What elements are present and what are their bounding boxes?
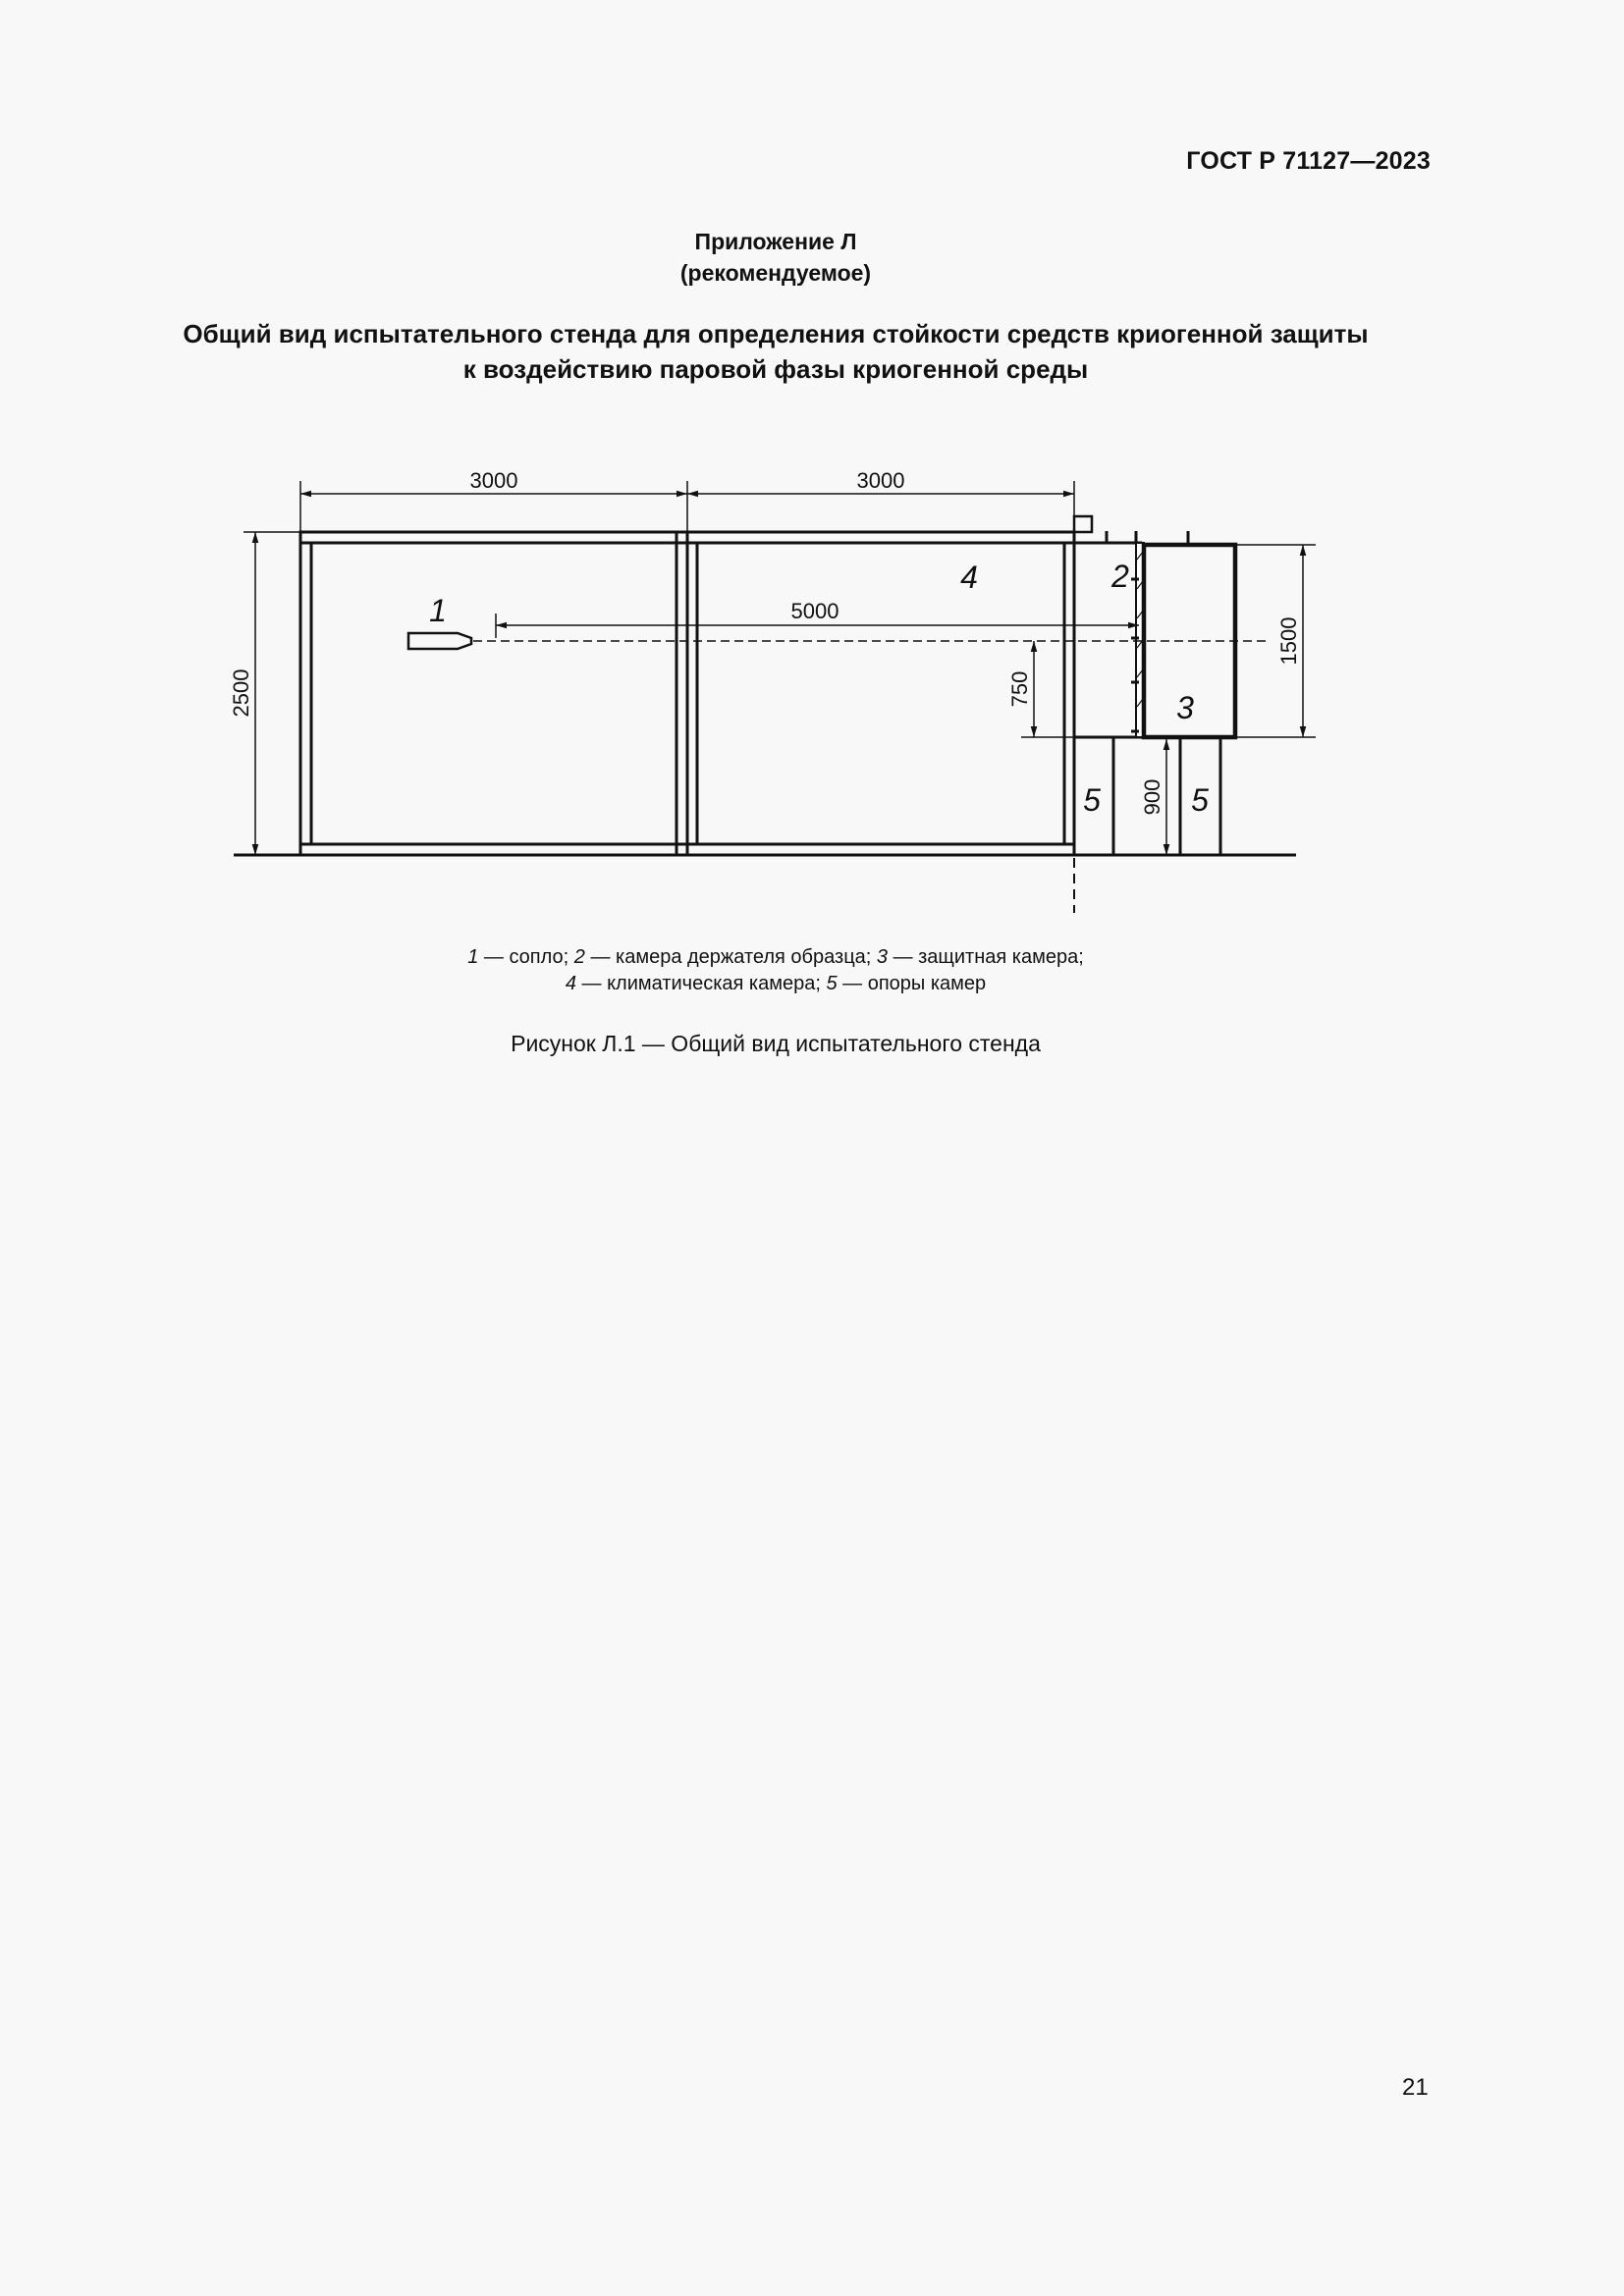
position-4-climatic: 4	[960, 560, 978, 595]
holder-chamber	[1074, 543, 1141, 737]
section-title-line-2: к воздействию паровой фазы криогенной среды	[462, 354, 1089, 384]
test-stand-drawing	[0, 0, 1624, 923]
figure-legend-line-1: 1 — сопло; 2 — камера держателя образца; 3 — защитная камера;	[467, 946, 1084, 968]
annex-status: (рекомендуемое)	[679, 260, 872, 286]
dim-height-total: 2500	[229, 668, 253, 718]
position-1-nozzle: 1	[429, 593, 447, 628]
figure-caption: Рисунок Л.1 — Общий вид испытательного стенда	[511, 1031, 1041, 1056]
dim-nozzle-distance: 5000	[790, 599, 839, 623]
dim-support-height: 900	[1140, 778, 1164, 816]
document-code: ГОСТ Р 71127—2023	[1186, 147, 1431, 175]
position-5-support-right: 5	[1191, 782, 1209, 818]
position-2-holder: 2	[1111, 559, 1129, 594]
dim-width-left: 3000	[469, 468, 518, 493]
section-title-line-1: Общий вид испытательного стенда для определения стойкости средств криогенной защиты	[183, 319, 1369, 348]
annex-title: Приложение Л	[694, 229, 857, 254]
position-3-protective: 3	[1176, 690, 1194, 725]
dim-width-right: 3000	[856, 468, 905, 493]
figure-legend-line-2: 4 — климатическая камера; 5 — опоры камер	[565, 973, 987, 994]
dim-nozzle-height: 750	[1007, 670, 1032, 708]
dim-chamber-height: 1500	[1276, 616, 1301, 666]
page-number: 21	[1402, 2074, 1429, 2101]
position-5-support-left: 5	[1083, 782, 1101, 818]
nozzle	[408, 633, 471, 649]
